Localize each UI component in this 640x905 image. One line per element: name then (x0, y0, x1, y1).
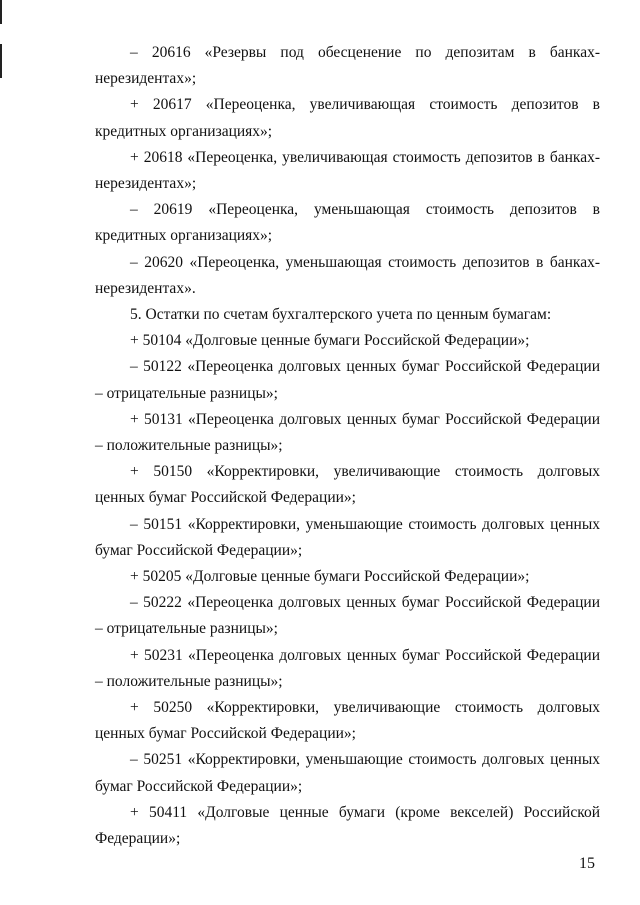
paragraph-20618: + 20618 «Переоценка, увеличивающая стоимость депозитов в банках-нерезидентах»; (95, 148, 600, 193)
document-body (95, 40, 600, 852)
page-number: 15 (579, 855, 595, 872)
paragraph-20619: – 20619 «Переоценка, уменьшающая стоимость депозитов в кредитных организациях»; (95, 201, 600, 245)
paragraph-50150: + 50150 «Корректировки, увеличивающие стоимость долговых ценных бумаг Российской Федерации»; (95, 463, 600, 507)
paragraph-50151: – 50151 «Корректировки, уменьшающие стоимость долговых ценных бумаг Российской Федерации»; (95, 515, 600, 559)
paragraph-20616: – 20616 «Резервы под обесценение по депозитам в банках-нерезидентах»; (95, 44, 600, 88)
paragraph-50131: + 50131 «Переоценка долговых ценных бумаг Российской Федерации – положительные разницы»; (95, 410, 600, 455)
scan-edge-mark (0, 44, 2, 78)
paragraph-50122: – 50122 «Переоценка долговых ценных бумаг Российской Федерации – отрицательные разницы»; (95, 358, 600, 402)
paragraph-50222: – 50222 «Переоценка долговых ценных бумаг Российской Федерации – отрицательные разницы»; (95, 594, 600, 638)
paragraph-50251: – 50251 «Корректировки, уменьшающие стоимость долговых ценных бумаг Российской Федерации»; (95, 751, 600, 795)
scan-edge-mark (0, 0, 2, 24)
paragraph-20620: – 20620 «Переоценка, уменьшающая стоимость депозитов в банках-нерезидентах». (95, 253, 600, 297)
paragraph-50231: + 50231 «Переоценка долговых ценных бумаг Российской Федерации – положительные разницы»; (95, 646, 600, 690)
paragraph-20617: + 20617 «Переоценка, увеличивающая стоимость депозитов в кредитных организациях»; (95, 96, 600, 140)
paragraph-50205: + 50205 «Долговые ценные бумаги Российской Федерации»; (130, 568, 530, 586)
section-heading-securities: 5. Остатки по счетам бухгалтерского учета по ценным бумагам: (130, 306, 552, 324)
paragraph-50250: + 50250 «Корректировки, увеличивающие стоимость долговых ценных бумаг Российской Федерации»; (95, 699, 600, 743)
paragraph-50104: + 50104 «Долговые ценные бумаги Российской Федерации»; (130, 332, 530, 350)
paragraph-50411: + 50411 «Долговые ценные бумаги (кроме векселей) Российской Федерации»; (95, 803, 600, 848)
